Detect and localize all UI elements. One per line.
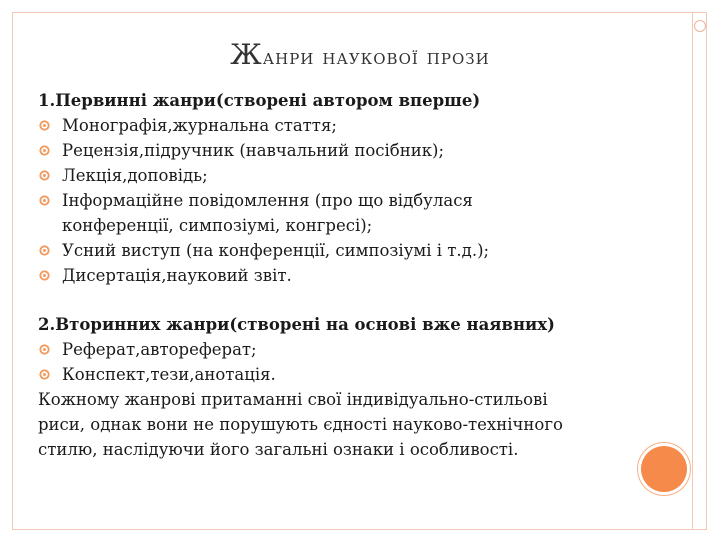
- list-item: [38, 337, 678, 362]
- list-item-text: Конспект,тези,анотація.: [62, 365, 276, 384]
- sun-bullet-icon: [38, 194, 51, 207]
- sun-bullet-icon: [38, 269, 51, 282]
- frame-divider-line: [692, 12, 693, 530]
- list-item-text: Реферат,автореферат;: [62, 340, 257, 359]
- decor-small-circle: [694, 20, 706, 32]
- list-item: [38, 113, 678, 138]
- list-item: [38, 138, 678, 163]
- list-item: [38, 188, 678, 238]
- sun-bullet-icon: [38, 244, 51, 257]
- paragraph-line: стилю, наслідуючи його загальні ознаки і особливості.: [38, 440, 519, 459]
- list-item-text: Усний виступ (на конференції, симпозіумі і т.д.);: [62, 241, 490, 260]
- section1-list: [38, 113, 678, 288]
- list-item-text: Інформаційне повідомлення (про що відбулася: [62, 191, 473, 210]
- list-item-text-cont: конференції, симпозіумі, конгресі);: [62, 216, 373, 235]
- section2-heading: 2.Вторинних жанри(створені на основі вже наявних): [38, 315, 555, 334]
- paragraph-line: Кожному жанрові притаманні свої індивідуально-стильові: [38, 390, 548, 409]
- list-item: [38, 362, 678, 387]
- list-item: [38, 238, 678, 263]
- paragraph-line: риси, однак вони не порушують єдності науково-технічного: [38, 415, 563, 434]
- list-item-text: Монографія,журнальна стаття;: [62, 116, 337, 135]
- sun-bullet-icon: [38, 343, 51, 356]
- sun-bullet-icon: [38, 368, 51, 381]
- section-spacer: [38, 288, 678, 312]
- list-item-text: Рецензія,підручник (навчальний посібник);: [62, 141, 445, 160]
- title-first-letter: Ж: [230, 38, 263, 71]
- list-item-text: Дисертація,науковий звіт.: [62, 266, 292, 285]
- section2-list: [38, 337, 678, 387]
- sun-bullet-icon: [38, 169, 51, 182]
- list-item-text: Лекція,доповідь;: [62, 166, 208, 185]
- list-item: [38, 163, 678, 188]
- section1-heading: 1.Первинні жанри(створені автором вперше): [38, 91, 481, 110]
- sun-bullet-icon: [38, 119, 51, 132]
- title-rest: анри наукової прози: [262, 45, 490, 70]
- list-item: [38, 263, 678, 288]
- slide-content: [38, 88, 678, 462]
- slide-title: [0, 38, 720, 71]
- summary-paragraph: [38, 387, 678, 462]
- sun-bullet-icon: [38, 144, 51, 157]
